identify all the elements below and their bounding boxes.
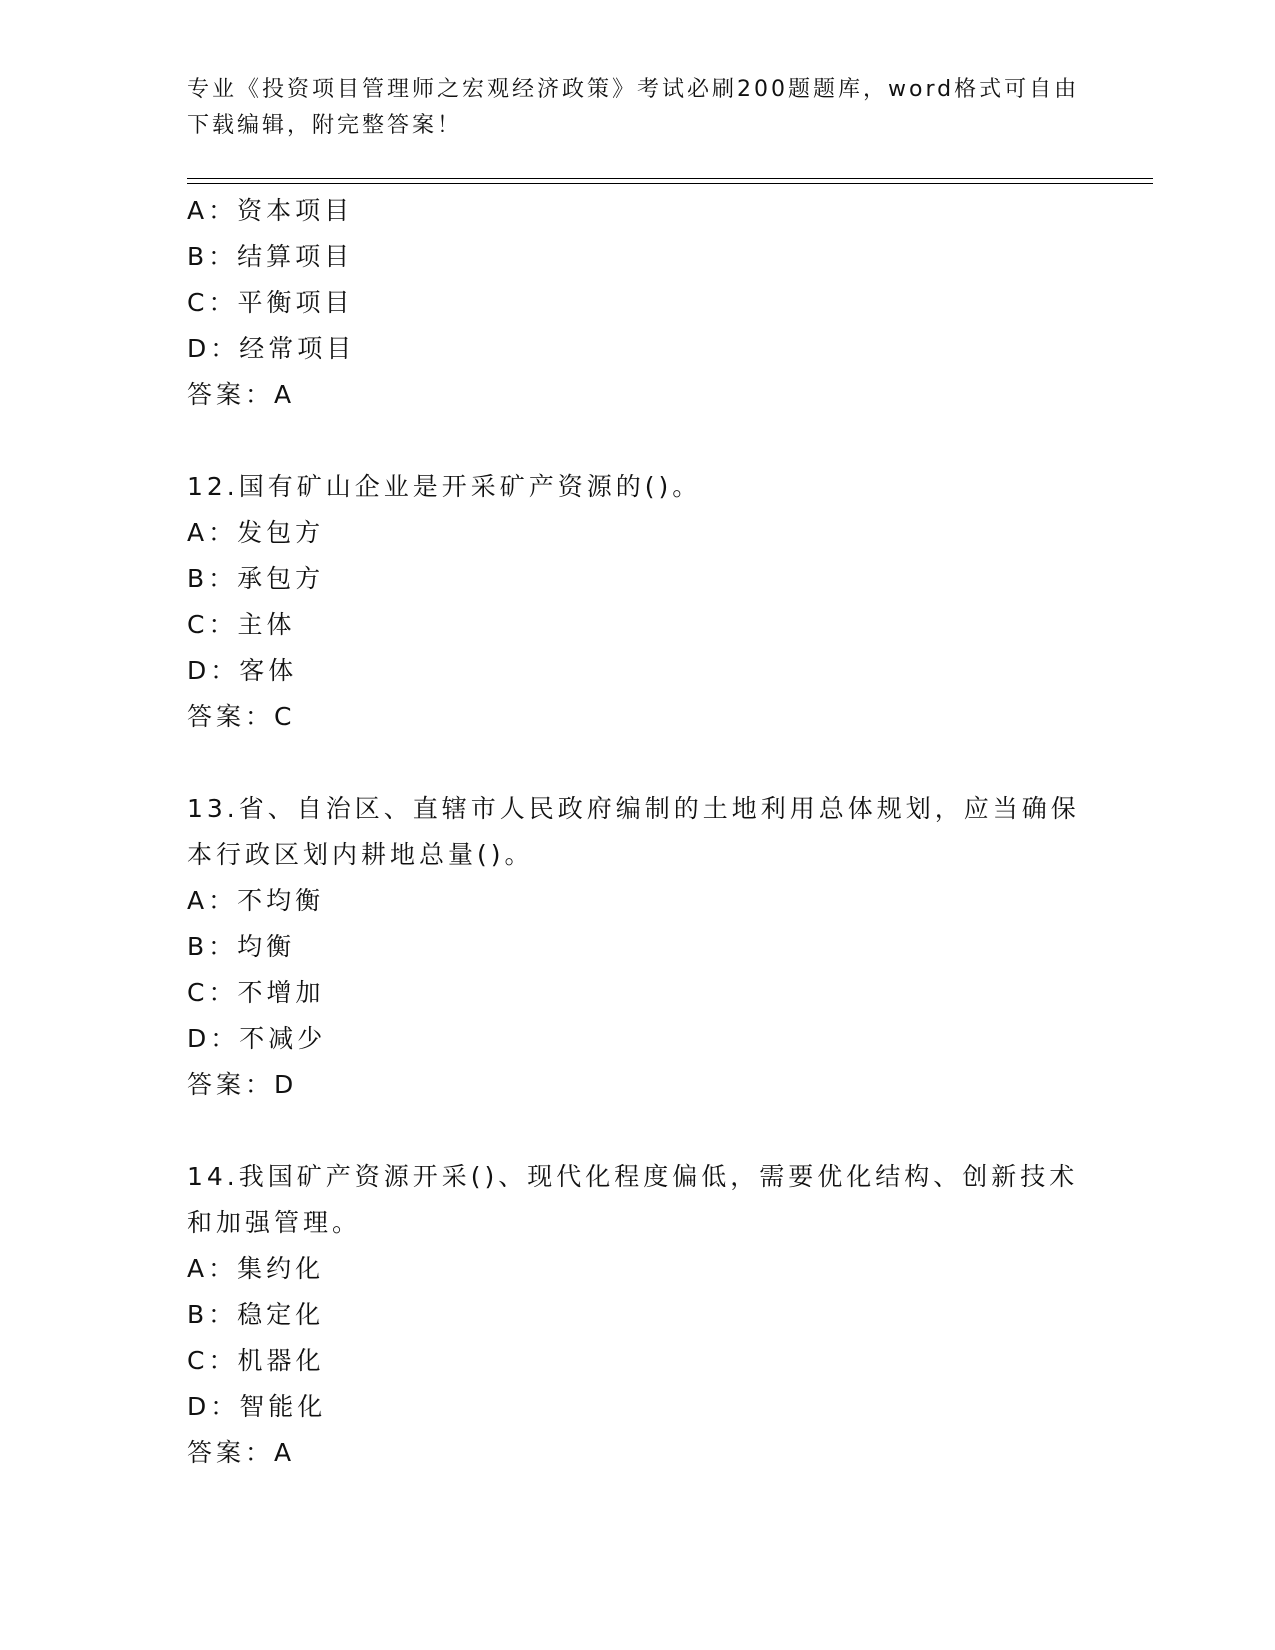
option-b: B：均衡 xyxy=(187,932,296,961)
document-header: 专业《投资项目管理师之宏观经济政策》考试必刷200题题库，word格式可自由下载编辑，附完整答案！ xyxy=(187,77,1080,138)
question-text: 13.省、自治区、直辖市人民政府编制的土地利用总体规划，应当确保本行政区划内耕地总量()。 xyxy=(187,794,1080,869)
option-b: B：稳定化 xyxy=(187,1300,325,1329)
option-c: C：主体 xyxy=(187,610,296,639)
answer-line: 答案：A xyxy=(187,380,296,409)
option-b: B：承包方 xyxy=(187,564,325,593)
option-c: C：不增加 xyxy=(187,978,325,1007)
option-a: A：不均衡 xyxy=(187,886,325,915)
answer-line: 答案：D xyxy=(187,1070,298,1099)
question-block-previous xyxy=(187,188,1087,418)
option-c: C：机器化 xyxy=(187,1346,325,1375)
option-d: D：经常项目 xyxy=(187,334,356,363)
option-a: A：集约化 xyxy=(187,1254,325,1283)
option-d: D：智能化 xyxy=(187,1392,327,1421)
option-d: D：客体 xyxy=(187,656,298,685)
option-a: A：发包方 xyxy=(187,518,325,547)
question-block-13 xyxy=(187,786,1087,1108)
option-c: C：平衡项目 xyxy=(187,288,354,317)
question-block-12 xyxy=(187,464,1087,740)
question-block-14 xyxy=(187,1154,1087,1476)
header-divider-bottom xyxy=(187,183,1153,184)
answer-line: 答案：A xyxy=(187,1438,296,1467)
header-divider-top xyxy=(187,178,1153,179)
option-b: B：结算项目 xyxy=(187,242,354,271)
question-text: 14.我国矿产资源开采()、现代化程度偏低，需要优化结构、创新技术和加强管理。 xyxy=(187,1162,1079,1237)
option-a: A：资本项目 xyxy=(187,196,354,225)
answer-line: 答案：C xyxy=(187,702,296,731)
question-text: 12.国有矿山企业是开采矿产资源的()。 xyxy=(187,472,702,501)
option-d: D：不减少 xyxy=(187,1024,327,1053)
question-list xyxy=(187,188,1087,1476)
